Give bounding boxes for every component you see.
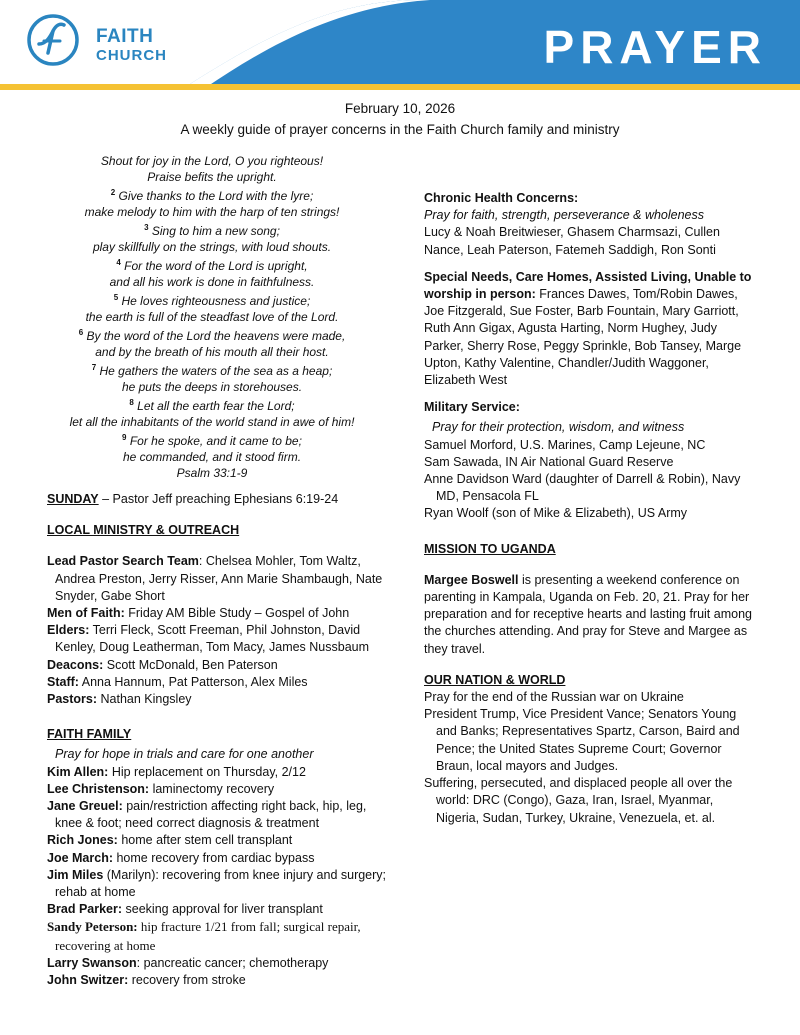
verse-text: Give thanks to the Lord with the lyre; (115, 189, 314, 203)
faith-family-item (47, 781, 387, 798)
faith-family-item-label: Kim Allen: (47, 764, 109, 779)
verse-text: the earth is full of the steadfast love of the Lord. (85, 310, 339, 324)
bulletin-subtitle: A weekly guide of prayer concerns in the Faith Church family and ministry (180, 122, 620, 137)
verse-text: play skillfully on the strings, with loud shouts. (92, 240, 332, 254)
verse-text: he puts the deeps in storehouses. (121, 380, 303, 394)
faith-family-item-label: Joe March: (47, 850, 113, 865)
faith-family-heading: FAITH FAMILY (47, 727, 132, 742)
faith-family-item-label: John Switzer: (47, 973, 129, 988)
logo-line1: FAITH (96, 26, 154, 47)
faith-family-item-label: Brad Parker: (47, 902, 123, 917)
verse-number: 6 (78, 328, 84, 337)
nation-list (424, 689, 759, 827)
verse-text: Psalm 33:1-9 (176, 466, 248, 480)
verse-text: He gathers the waters of the sea as a heap; (96, 364, 333, 378)
verse-line (17, 379, 407, 395)
military-item: Ryan Woolf (son of Mike & Elizabeth), US Army (424, 506, 688, 521)
verse-line (17, 290, 407, 309)
faith-family-item-text: home recovery from cardiac bypass (113, 850, 315, 865)
verse-number: 3 (144, 223, 149, 232)
uganda-heading: MISSION TO UGANDA (424, 541, 556, 556)
faith-family-item (47, 798, 387, 832)
verse-line (17, 185, 407, 204)
military-list (424, 437, 759, 523)
local-ministry-item (47, 674, 387, 691)
faith-family-item (47, 850, 387, 867)
local-ministry-item-text: Scott McDonald, Ben Paterson (103, 657, 278, 672)
local-ministry-item-label: Elders: (47, 623, 90, 638)
faith-family-item-text: hip fracture 1/21 from fall; surgical repair, recovering at home (55, 919, 361, 953)
local-ministry-item (47, 553, 387, 605)
local-ministry-item-text: Nathan Kingsley (97, 692, 192, 707)
military-heading: Military Service: (424, 400, 520, 415)
verse-text: By the word of the Lord the heavens were made, (83, 329, 346, 343)
verse-number: 4 (116, 258, 121, 267)
verse-text: and by the breath of his mouth all their host. (95, 345, 329, 359)
faith-family-item-text: Hip replacement on Thursday, 2/12 (108, 764, 306, 779)
military-item: Samuel Morford, U.S. Marines, Camp Lejeune, NC (424, 437, 706, 452)
faith-family-item-label: Lee Christenson: (47, 781, 150, 796)
faith-family-item-text: seeking approval for liver transplant (122, 902, 323, 917)
verse-line (17, 309, 407, 325)
verse-line (17, 325, 407, 344)
special-needs-names: Frances Dawes, Tom/Robin Dawes, Joe Fitzgerald, Sue Foster, Barb Fountain, Mary Garriott, Ruth Ann Gigax, Agusta Harting, Norm Hughey, Judy Parker, Sherry Rose, Peggy Sprinkle, Bob Tansey, Marge Upton, Kathy Valentine, Chandler/Judith Waggoner, Elizabeth West (424, 287, 742, 388)
local-ministry-item-label: Lead Pastor Search Team (47, 554, 199, 569)
faith-family-item (47, 764, 387, 781)
faith-family-item-label: Sandy Peterson: (47, 919, 138, 935)
faith-family-item (47, 832, 387, 849)
local-ministry-item-label: Staff: (47, 674, 79, 689)
uganda-text: is presenting a weekend conference on parenting in Kampala, Uganda on Feb. 20, 21. Pray for her preparation and for receptive hearts and lasting fruit among the churches attending. And pray for Steve and Margee as they travel. (424, 572, 752, 656)
local-ministry-item (47, 657, 387, 674)
local-ministry-item-label: Pastors: (47, 692, 98, 707)
faith-family-item-text: home after stem cell transplant (117, 833, 293, 848)
local-ministry-item-label: Men of Faith: (47, 606, 125, 621)
verse-number: 9 (122, 433, 127, 442)
verse-line (17, 220, 407, 239)
faith-family-item-text: recovery from stroke (128, 973, 246, 988)
local-ministry-item (47, 622, 387, 656)
special-needs-block (424, 269, 759, 389)
special-needs-heading: Special Needs, Care Homes, Assisted Living, Unable to worship in person: (424, 269, 752, 302)
uganda-text-block (424, 572, 759, 658)
local-ministry-heading: LOCAL MINISTRY & OUTREACH (47, 523, 240, 538)
nation-heading: OUR NATION & WORLD (424, 672, 566, 687)
verse-number: 5 (113, 293, 119, 302)
sunday-text: – Pastor Jeff preaching Ephesians 6:19-24 (98, 492, 339, 506)
right-column (424, 190, 759, 827)
verse-line (17, 395, 407, 414)
faith-family-item (47, 955, 387, 972)
verse-line (17, 344, 407, 360)
faith-family-item-label: Jim Miles (47, 867, 104, 882)
faith-family-item (47, 867, 387, 901)
logo-text (96, 27, 167, 65)
left-column (47, 153, 387, 989)
local-ministry-item-text: Friday AM Bible Study – Gospel of John (124, 606, 350, 621)
verse-text: Praise befits the upright. (147, 170, 277, 184)
faith-family-item-text: pain/restriction affecting right back, hip, leg, knee & foot; need correct diagnosis & treatment (55, 799, 367, 831)
faith-family-intro: Pray for hope in trials and care for one another (55, 747, 314, 762)
local-ministry-item (47, 691, 387, 708)
verse-number: 7 (91, 363, 97, 372)
verse-text: Sing to him a new song; (148, 224, 280, 238)
verse-line (17, 430, 407, 449)
faith-family-item-text: laminectomy recovery (149, 781, 275, 796)
verse-line (17, 169, 407, 185)
faith-family-item (47, 901, 387, 918)
verse-line (17, 204, 407, 220)
military-intro: Pray for their protection, wisdom, and witness (432, 420, 685, 435)
faith-family-item-label: Larry Swanson (47, 955, 137, 970)
verse-text: Shout for joy in the Lord, O you righteous! (100, 154, 324, 168)
military-item: Sam Sawada, IN Air National Guard Reserve (424, 454, 674, 469)
scripture-passage (17, 153, 407, 481)
faith-family-item-label: Rich Jones: (47, 833, 118, 848)
verse-line (17, 153, 407, 169)
verse-text: let all the inhabitants of the world stand in awe of him! (69, 415, 355, 429)
verse-line (17, 239, 407, 255)
local-ministry-item-text: Anna Hannum, Pat Patterson, Alex Miles (78, 674, 308, 689)
faith-logo-icon (26, 13, 80, 67)
faith-family-item-text: (Marilyn): recovering from knee injury and surgery; rehab at home (55, 867, 387, 900)
verse-line (17, 414, 407, 430)
verse-line (17, 360, 407, 379)
verse-line (17, 274, 407, 290)
verse-line (17, 449, 407, 465)
banner-title: PRAYER (543, 21, 767, 73)
verse-number: 2 (110, 188, 116, 197)
verse-text: For the word of the Lord is upright, (120, 259, 308, 273)
local-ministry-item-text: Terri Fleck, Scott Freeman, Phil Johnston, David Kenley, Doug Leatherman, Tom Macy, James Nussbaum (55, 623, 370, 655)
header-banner (0, 0, 800, 90)
verse-number: 8 (129, 398, 134, 407)
faith-family-item (47, 972, 387, 989)
verse-line (17, 465, 407, 481)
faith-family-item-text: : pancreatic cancer; chemotherapy (136, 955, 329, 970)
sunday-label: SUNDAY (47, 492, 99, 506)
sunday-line (47, 491, 387, 508)
local-ministry-item-label: Deacons: (47, 657, 104, 672)
uganda-name: Margee Boswell (424, 572, 519, 587)
nation-item: Suffering, persecuted, and displaced people all over the world: DRC (Congo), Gaza, Iran, Israel, Myanmar, Nigeria, Sudan, Turkey, Ukraine, Venezuela, et. al. (424, 776, 733, 825)
verse-text: For he spoke, and it came to be; (126, 434, 302, 448)
bulletin-date: February 10, 2026 (344, 101, 456, 116)
military-item: Anne Davidson Ward (daughter of Darrell & Robin), Navy MD, Pensacola FL (424, 472, 741, 504)
faith-family-item (47, 918, 387, 954)
nation-item: Pray for the end of the Russian war on Ukraine (424, 690, 684, 705)
faith-family-item-label: Jane Greuel: (47, 799, 123, 814)
verse-text: and all his work is done in faithfulness. (109, 275, 315, 289)
verse-text: He loves righteousness and justice; (118, 294, 311, 308)
local-ministry-item (47, 605, 387, 622)
verse-text: Let all the earth fear the Lord; (133, 399, 295, 413)
chronic-heading: Chronic Health Concerns: (424, 191, 579, 205)
verse-line (17, 255, 407, 274)
verse-text: he commanded, and it stood firm. (122, 450, 302, 464)
chronic-intro: Pray for faith, strength, perseverance & wholeness (424, 208, 705, 223)
nation-item: President Trump, Vice President Vance; Senators Young and Banks; Representatives Spartz, Carson, Baird and Pence; the United States Supreme Court; Governor Braun, local mayors and Judges. (424, 707, 740, 773)
logo-line2: CHURCH (96, 47, 167, 64)
faith-family-list (47, 764, 387, 990)
local-ministry-list (47, 553, 387, 708)
local-ministry-item-text: : Chelsea Mohler, Tom Waltz, Andrea Preston, Jerry Risser, Ann Marie Shambaugh, Nate Snyder, Gabe Short (55, 554, 383, 603)
chronic-names: Lucy & Noah Breitwieser, Ghasem Charmsazi, Cullen Nance, Leah Paterson, Fatemeh Saddigh, Ron Sonti (424, 225, 720, 257)
verse-text: make melody to him with the harp of ten strings! (84, 205, 340, 219)
